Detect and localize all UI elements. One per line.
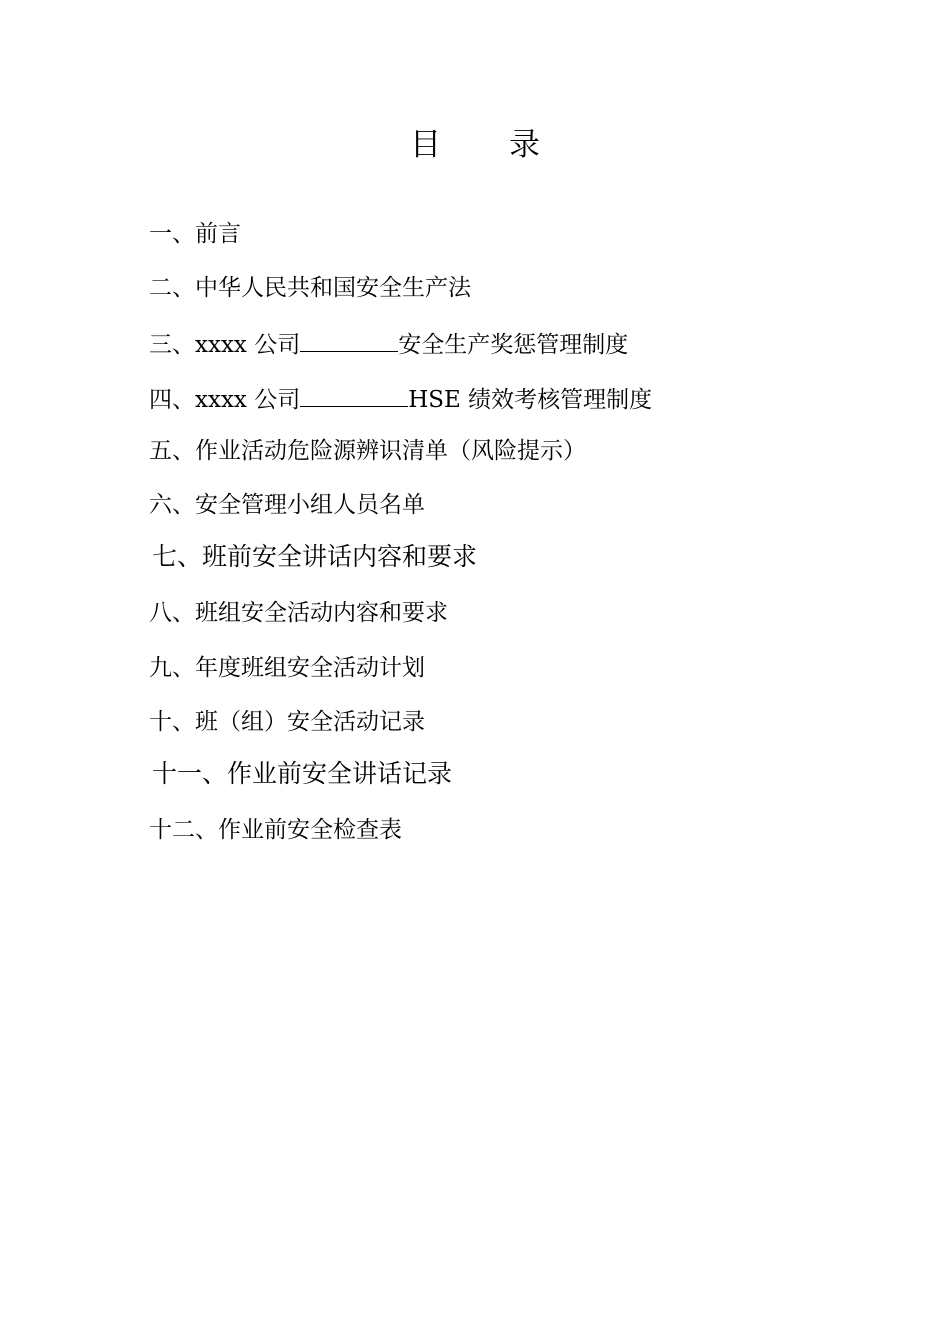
toc-entry-prefix: xxxx 公司 [195,387,301,413]
toc-entry-separator: 、 [172,387,195,413]
toc-entry-number: 八 [149,600,172,626]
toc-entry-5 [149,435,586,467]
toc-entry-suffix: HSE 绩效考核管理制度 [408,387,653,413]
fill-in-blank [300,326,398,352]
toc-entry-10 [149,706,425,738]
title-char-1: 目 [410,127,441,163]
toc-entry-separator: 、 [172,709,195,735]
toc-entry-text: 作业活动危险源辨识清单（风险提示） [195,438,586,464]
toc-entry-text: 班前安全讲话内容和要求 [202,542,478,571]
toc-entry-9 [149,652,425,684]
toc-entry-separator: 、 [195,817,218,843]
toc-entry-6 [149,489,425,521]
toc-entry-prefix: xxxx 公司 [195,332,301,358]
toc-entry-number: 九 [149,655,172,681]
toc-entry-separator: 、 [172,332,195,358]
toc-entry-number: 二 [149,275,172,301]
toc-entry-text: 中华人民共和国安全生产法 [195,275,471,301]
toc-entry-7 [152,541,477,573]
toc-entry-suffix: 安全生产奖惩管理制度 [398,332,629,358]
toc-entry-number: 六 [149,492,172,518]
toc-entry-12 [149,814,402,846]
toc-entry-2 [149,272,471,304]
toc-entry-number: 十一 [152,759,203,788]
toc-entry-3 [149,326,628,358]
toc-entry-8 [149,597,448,629]
toc-entry-number: 十 [149,709,172,735]
toc-entry-number: 七 [152,542,178,571]
toc-entry-separator: 、 [202,759,228,788]
toc-entry-number: 五 [149,438,172,464]
toc-entry-number: 四 [149,387,172,413]
toc-entry-text: 作业前安全检查表 [218,817,402,843]
toc-entry-separator: 、 [172,275,195,301]
toc-entry-number: 三 [149,332,172,358]
fill-in-blank [300,381,408,407]
toc-entry-text: 安全管理小组人员名单 [195,492,425,518]
toc-entry-separator: 、 [172,492,195,518]
toc-entry-4 [149,381,652,413]
toc-entry-text: 前言 [195,221,241,247]
toc-entry-separator: 、 [172,655,195,681]
toc-entry-text: 班（组）安全活动记录 [195,709,425,735]
toc-entry-separator: 、 [177,542,203,571]
toc-entry-text: 作业前安全讲话记录 [227,759,453,788]
toc-entry-11 [152,758,452,790]
toc-entry-1 [149,218,241,250]
toc-entry-text: 班组安全活动内容和要求 [195,600,448,626]
toc-entry-separator: 、 [172,438,195,464]
toc-entry-text: 年度班组安全活动计划 [195,655,425,681]
toc-entry-number: 一 [149,221,172,247]
toc-entry-number: 十二 [149,817,195,843]
toc-entry-separator: 、 [172,600,195,626]
title-char-2: 录 [509,127,540,163]
toc-entry-separator: 、 [172,221,195,247]
table-of-contents [149,0,869,900]
